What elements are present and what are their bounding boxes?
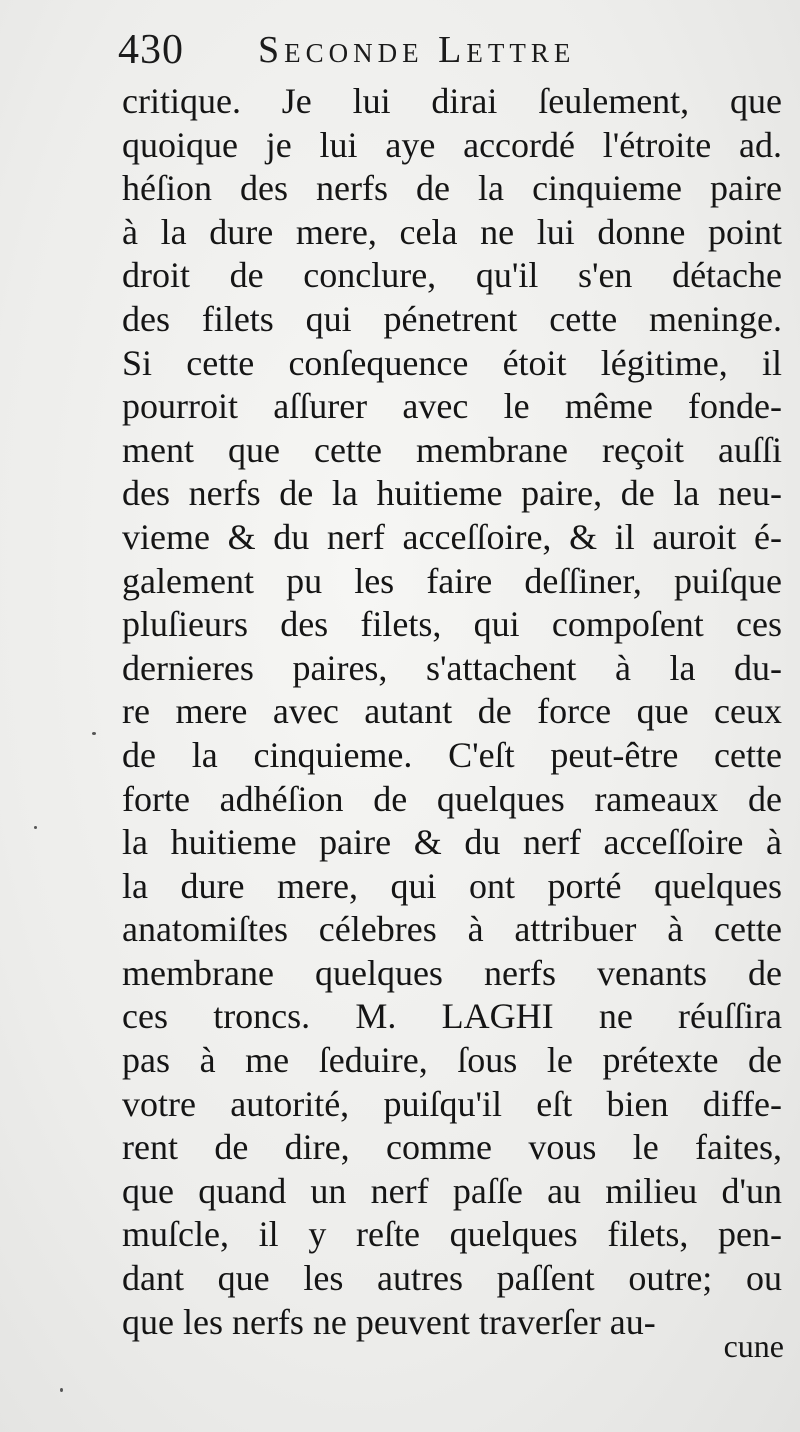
text-line: héſion des nerfs de la cinquieme paire xyxy=(122,168,782,209)
text-line: forte adhéſion de quelques rameaux de xyxy=(122,778,782,819)
text-line: pourroit aſſurer avec le même fonde- xyxy=(122,386,782,427)
text-line: ces troncs. M. LAGHI ne réuſſira xyxy=(122,996,782,1037)
text-line: dernieres paires, s'attachent à la du- xyxy=(122,647,782,688)
text-line: que les nerfs ne peuvent traverſer au- xyxy=(122,1301,656,1342)
page-header xyxy=(118,22,778,80)
page-number: 430 xyxy=(118,27,184,73)
text-line: quoique je lui aye accordé l'étroite ad. xyxy=(122,124,782,165)
text-line: la huitieme paire & du nerf acceſſoire à xyxy=(122,822,782,863)
catchword: cune xyxy=(723,1328,784,1364)
text-line: la dure mere, qui ont porté quelques xyxy=(122,865,782,906)
text-line: muſcle, il y reſte quelques filets, pen- xyxy=(122,1214,782,1255)
text-line: membrane quelques nerfs venants de xyxy=(122,952,782,993)
ink-speck xyxy=(60,1388,63,1392)
text-line: ment que cette membrane reçoit auſſi xyxy=(122,429,782,470)
text-line: que quand un nerf paſſe au milieu d'un xyxy=(122,1170,782,1211)
text-line: galement pu les faire deſſiner, puiſque xyxy=(122,560,782,601)
text-line: pluſieurs des filets, qui compoſent ces xyxy=(122,604,782,645)
text-line: de la cinquieme. C'eſt peut-être cette xyxy=(122,734,782,775)
text-line: pas à me ſeduire, ſous le prétexte de xyxy=(122,1040,782,1081)
text-line: Si cette conſequence étoit légitime, il xyxy=(122,342,782,383)
text-line: droit de conclure, qu'il s'en détache xyxy=(122,255,782,296)
body-text xyxy=(122,80,782,1344)
running-head: Seconde Lettre xyxy=(258,29,576,71)
text-line: des nerfs de la huitieme paire, de la neu- xyxy=(122,473,782,514)
text-line: re mere avec autant de force que ceux xyxy=(122,691,782,732)
text-line: anatomiſtes célebres à attribuer à cette xyxy=(122,909,782,950)
text-line: vieme & du nerf acceſſoire, & il auroit é- xyxy=(122,516,782,557)
text-line: à la dure mere, cela ne lui donne point xyxy=(122,211,782,252)
text-line: des filets qui pénetrent cette meninge. xyxy=(122,298,782,339)
text-line: critique. Je lui dirai ſeulement, que xyxy=(122,81,782,121)
ink-speck xyxy=(92,732,96,735)
text-line: rent de dire, comme vous le faites, xyxy=(122,1127,782,1168)
ink-speck xyxy=(34,826,37,829)
text-line: votre autorité, puiſqu'il eſt bien diffe- xyxy=(122,1083,782,1124)
text-line: dant que les autres paſſent outre; ou xyxy=(122,1258,782,1299)
